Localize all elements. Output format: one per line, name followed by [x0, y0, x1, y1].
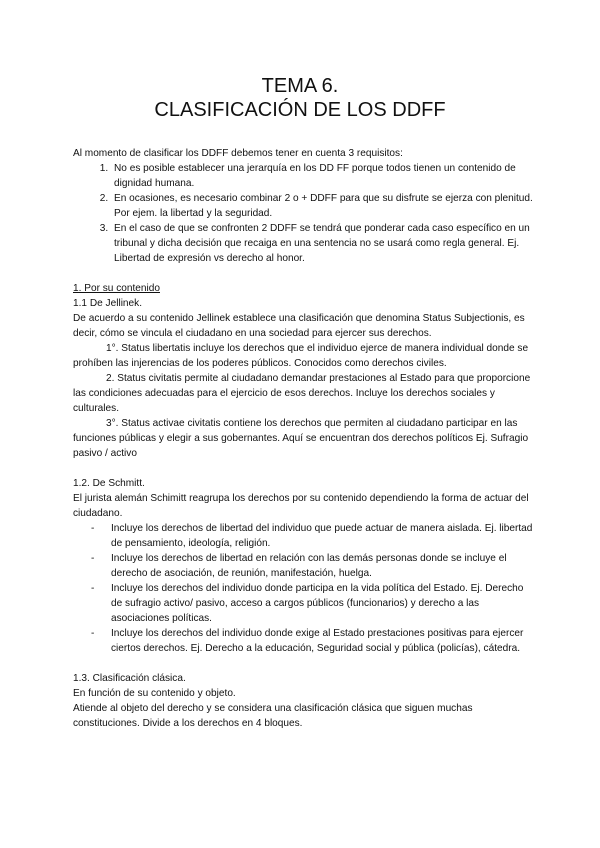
schmitt-list-item [91, 581, 533, 626]
subsection-heading-schmitt: 1.2. De Schmitt. [73, 478, 145, 489]
spacer [73, 656, 533, 671]
schmitt-item-text: Incluye los derechos de libertad del individuo que puede actuar de manera aislada. Ej. libertad de pensamiento, ideología, religión. [111, 523, 533, 549]
schmitt-item-text: Incluye los derechos del individuo donde participa en la vida política del Estado. Ej. Derecho de sufragio activo/ pasivo, acceso a cargos públicos (funcionarios) y derecho a las asociaciones políticas. [111, 583, 524, 624]
status-activae-paragraph: 3°. Status activae civitatis contiene los derechos que permiten al ciudadano participar en las funciones públicas y elegir a sus gobernantes. Aquí se encuentran dos derechos políticos Ej. Sufragio pasivo / activo [73, 418, 529, 459]
dash-bullet: - [91, 583, 95, 594]
schmitt-list-item [91, 551, 533, 581]
document-body [73, 146, 533, 731]
spacer [73, 461, 533, 476]
intro-paragraph: Al momento de clasificar los DDFF debemos tener en cuenta 3 requisitos: [73, 148, 403, 159]
status-libertatis-paragraph: 1°. Status libertatis incluye los derechos que el individuo ejerce de manera individual donde se prohíben las injerencias de los poderes públicos. Conocidos como derechos civiles. [73, 343, 529, 369]
dash-bullet: - [91, 553, 95, 564]
schmitt-list-item [91, 521, 533, 551]
document-title: TEMA 6. [261, 75, 339, 97]
schmitt-list-item [91, 626, 533, 656]
dash-bullet: - [91, 628, 95, 639]
requisito-item: 3. En el caso de que se confronten 2 DDFF se tendrá que ponderar cada caso específico en un tribunal y dicha decisión que recaiga en una sentencia no se usará como regla general. Ej. Libertad de expresión vs derecho al honor. [111, 221, 533, 266]
subsection-heading-jellinek: 1.1 De Jellinek. [73, 298, 143, 309]
clasica-paragraph: Atiende al objeto del derecho y se considera una clasificación clásica que siguen muchas constituciones. Divide a los derechos en 4 bloques. [73, 703, 473, 729]
schmitt-paragraph: El jurista alemán Schimitt reagrupa los derechos por su contenido dependiendo la forma de actuar del ciudadano. [73, 493, 529, 519]
section-heading-contenido: 1. Por su contenido [73, 283, 160, 294]
status-civitatis-paragraph: 2. Status civitatis permite al ciudadano demandar prestaciones al Estado para que proporcione las condiciones adecuadas para el ejercicio de esos derechos. Incluye los derechos sociales y culturales. [73, 373, 531, 414]
requisitos-list [73, 161, 533, 266]
document-subtitle: CLASIFICACIÓN DE LOS DDFF [154, 99, 446, 121]
requisito-item: 1. No es posible establecer una jerarquía en los DD FF porque todos tienen un contenido de dignidad humana. [111, 161, 533, 191]
schmitt-item-text: Incluye los derechos de libertad en relación con las demás personas donde se incluye el derecho de asociación, de reunión, manifestación, huelga. [111, 553, 507, 579]
requisito-item: 2. En ocasiones, es necesario combinar 2 o + DDFF para que su disfrute se ejerza con plenitud. Por ejem. la libertad y la seguridad. [111, 191, 533, 221]
subsection-heading-clasica: 1.3. Clasificación clásica. [73, 673, 186, 684]
schmitt-item-text: Incluye los derechos del individuo donde exige al Estado prestaciones positivas para ejercer ciertos derechos. Ej. Derecho a la educación, Seguridad social y pública (policías), cátedra. [111, 628, 524, 654]
schmitt-list [73, 521, 533, 656]
spacer [73, 266, 533, 281]
clasica-line: En función de su contenido y objeto. [73, 688, 236, 699]
jellinek-paragraph: De acuerdo a su contenido Jellinek establece una clasificación que denomina Status Subjectionis, es decir, cómo se vincula el ciudadano en una sociedad para ejercer sus derechos. [73, 313, 525, 339]
dash-bullet: - [91, 523, 95, 534]
